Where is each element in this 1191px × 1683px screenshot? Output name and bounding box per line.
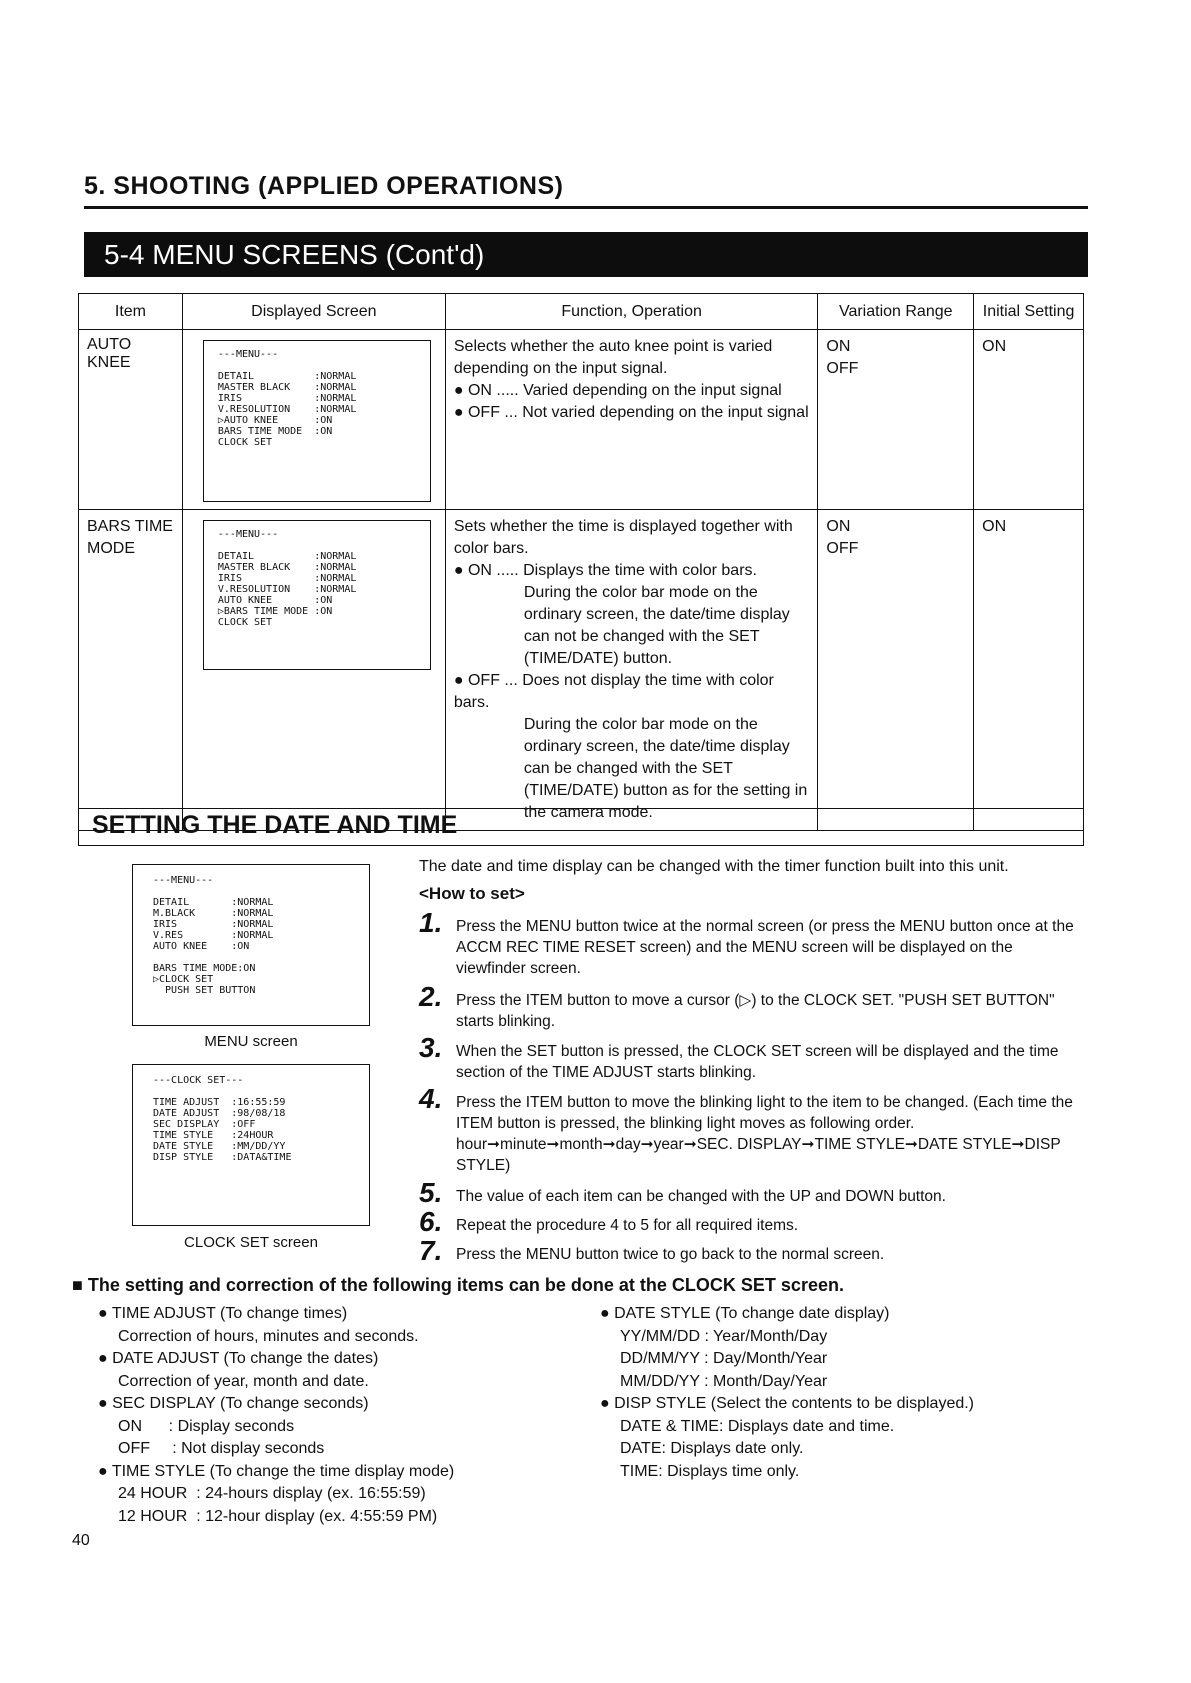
intro-text: The date and time display can be changed with the timer function built into this unit. xyxy=(419,858,1009,875)
chapter-title: 5. SHOOTING (APPLIED OPERATIONS) xyxy=(84,172,564,200)
notes-right-column xyxy=(600,1303,1080,1483)
note-sec-display xyxy=(98,1393,578,1461)
note-time-style xyxy=(98,1461,578,1529)
menu-screen-figure: ---MENU--- DETAIL :NORMAL M.BLACK :NORMAL IRIS :NORMAL V.RES :NORMAL AUTO KNEE :ON BARS TIME MODE:ON ▷CLOCK SET PUSH SET BUTTON xyxy=(132,864,370,1026)
note-title: ● TIME STYLE (To change the time display mode) xyxy=(98,1462,455,1480)
note-line: DATE: Displays date only. xyxy=(620,1440,804,1457)
step-number: 3. xyxy=(419,1032,443,1063)
note-line: DATE & TIME: Displays date and time. xyxy=(620,1417,895,1435)
step-text: Press the ITEM button to move a cursor (▷) to the CLOCK SET. "PUSH SET BUTTON" starts blinking. xyxy=(456,992,1055,1030)
clock-set-screen-figure: ---CLOCK SET--- TIME ADJUST :16:55:59 DATE ADJUST :98/08/18 SEC DISPLAY :OFF TIME STYLE :24HOUR DATE STYLE :MM/DD/YY DISP STYLE :DATA&TIME xyxy=(132,1064,370,1226)
table-row xyxy=(79,330,1084,510)
note-title: ● TIME ADJUST (To change times) xyxy=(98,1305,348,1322)
page-number: 40 xyxy=(72,1532,90,1549)
function-description: Sets whether the time is displayed together with color bars. xyxy=(453,518,793,557)
step-text: Press the ITEM button to move the blinking light to the item to be changed. (Each time the ITEM button is pressed, the blinking light moves as following order. hour➞minute➞month➞day➞year➞SEC. DISPLAY➞TIME STYLE➞DATE STYLE➞DISP STYLE) xyxy=(456,1094,1073,1174)
menu-screen-preview: ---MENU--- DETAIL :NORMAL MASTER BLACK :NORMAL IRIS :NORMAL V.RESOLUTION :NORMAL ▷AUTO KNEE :ON BARS TIME MODE :ON CLOCK SET xyxy=(203,340,431,502)
row-item: AUTO KNEE xyxy=(79,330,183,510)
note-line: 24 HOUR : 24-hours display (ex. 16:55:59) xyxy=(118,1485,426,1502)
table-header-row xyxy=(79,294,1084,330)
step-item xyxy=(419,1206,1084,1237)
row-initial: ON xyxy=(974,510,1084,831)
row-range xyxy=(818,510,974,831)
function-option-on: ● ON ..... Displays the time with color bars. xyxy=(453,562,757,579)
clock-set-screen-caption: CLOCK SET screen xyxy=(184,1234,318,1251)
notes-heading: ■ The setting and correction of the following items can be done at the CLOCK SET screen. xyxy=(72,1275,844,1295)
note-line: OFF : Not display seconds xyxy=(118,1440,325,1457)
how-to-heading: <How to set> xyxy=(419,884,525,903)
chapter-divider xyxy=(84,206,1088,209)
step-item xyxy=(419,1177,1084,1208)
section-title: SETTING THE DATE AND TIME xyxy=(92,811,458,839)
header-function: Function, Operation xyxy=(445,294,818,330)
row-item: BARS TIME MODE xyxy=(79,510,183,831)
step-number: 5. xyxy=(419,1177,443,1208)
note-line: 12 HOUR : 12-hour display (ex. 4:55:59 PM) xyxy=(118,1507,438,1525)
note-date-adjust xyxy=(98,1348,578,1393)
row-screen-cell xyxy=(182,330,445,510)
note-line: MM/DD/YY : Month/Day/Year xyxy=(620,1372,828,1390)
step-item xyxy=(419,1083,1084,1176)
step-text: Repeat the procedure 4 to 5 for all required items. xyxy=(456,1217,799,1234)
step-number: 1. xyxy=(419,907,443,938)
function-description: Selects whether the auto knee point is varied depending on the input signal. xyxy=(453,338,773,377)
note-disp-style xyxy=(600,1393,1080,1483)
note-line: TIME: Displays time only. xyxy=(620,1462,800,1480)
function-option-off: ● OFF ... Does not display the time with color bars. xyxy=(453,672,774,711)
note-title: ● DATE STYLE (To change date display) xyxy=(600,1305,890,1322)
table-row xyxy=(79,510,1084,831)
menu-table xyxy=(78,293,1084,831)
header-item: Item xyxy=(79,294,183,330)
header-displayed-screen: Displayed Screen xyxy=(182,294,445,330)
range-on: ON xyxy=(826,518,851,535)
section-banner: 5-4 MENU SCREENS (Cont'd) xyxy=(84,232,1088,277)
step-item xyxy=(419,981,1084,1032)
step-number: 4. xyxy=(419,1083,443,1114)
step-number: 6. xyxy=(419,1206,443,1237)
function-option-off: ● OFF ... Not varied depending on the input signal xyxy=(453,404,809,421)
step-number: 2. xyxy=(419,981,443,1012)
step-text: Press the MENU button twice at the normal screen (or press the MENU button once at the ACCM REC TIME RESET screen) and the MENU screen will be displayed on the viewfinder screen. xyxy=(456,918,1074,977)
step-text: The value of each item can be changed with the UP and DOWN button. xyxy=(456,1188,946,1205)
row-function xyxy=(445,330,818,510)
note-date-style xyxy=(600,1303,1080,1393)
note-line: Correction of year, month and date. xyxy=(118,1372,369,1390)
note-line: DD/MM/YY : Day/Month/Year xyxy=(620,1350,828,1367)
menu-screen-caption: MENU screen xyxy=(204,1033,298,1050)
note-time-adjust xyxy=(98,1303,578,1348)
note-title: ● DATE ADJUST (To change the dates) xyxy=(98,1350,379,1367)
step-item xyxy=(419,1235,1084,1266)
menu-screen-preview: ---MENU--- DETAIL :NORMAL MASTER BLACK :NORMAL IRIS :NORMAL V.RESOLUTION :NORMAL AUTO KNEE :ON ▷BARS TIME MODE :ON CLOCK SET xyxy=(203,520,431,670)
range-off: OFF xyxy=(826,360,859,377)
note-line: Correction of hours, minutes and seconds. xyxy=(118,1327,419,1345)
row-initial: ON xyxy=(974,330,1084,510)
function-option-on-detail: During the color bar mode on the ordinary screen, the date/time display can not be changed with the SET (TIME/DATE) button. xyxy=(523,584,790,667)
step-item xyxy=(419,1032,1084,1083)
function-option-on: ● ON ..... Varied depending on the input signal xyxy=(453,382,782,399)
function-option-off-detail: During the color bar mode on the ordinary screen, the date/time display can be changed with the SET (TIME/DATE) button as for the setting in the camera mode. xyxy=(523,716,808,821)
row-range xyxy=(818,330,974,510)
step-item xyxy=(419,907,1084,979)
note-title: ● DISP STYLE (Select the contents to be displayed.) xyxy=(600,1395,975,1412)
range-off: OFF xyxy=(826,540,859,557)
header-variation-range: Variation Range xyxy=(818,294,974,330)
row-function xyxy=(445,510,818,831)
range-on: ON xyxy=(826,338,851,355)
step-text: Press the MENU button twice to go back to the normal screen. xyxy=(456,1246,885,1263)
step-text: When the SET button is pressed, the CLOCK SET screen will be displayed and the time section of the TIME ADJUST starts blinking. xyxy=(456,1043,1059,1081)
note-line: YY/MM/DD : Year/Month/Day xyxy=(620,1327,828,1345)
note-title: ● SEC DISPLAY (To change seconds) xyxy=(98,1395,369,1412)
note-line: ON : Display seconds xyxy=(118,1417,295,1435)
header-initial-setting: Initial Setting xyxy=(974,294,1084,330)
row-screen-cell xyxy=(182,510,445,831)
step-number: 7. xyxy=(419,1235,443,1266)
notes-left-column xyxy=(98,1303,578,1528)
